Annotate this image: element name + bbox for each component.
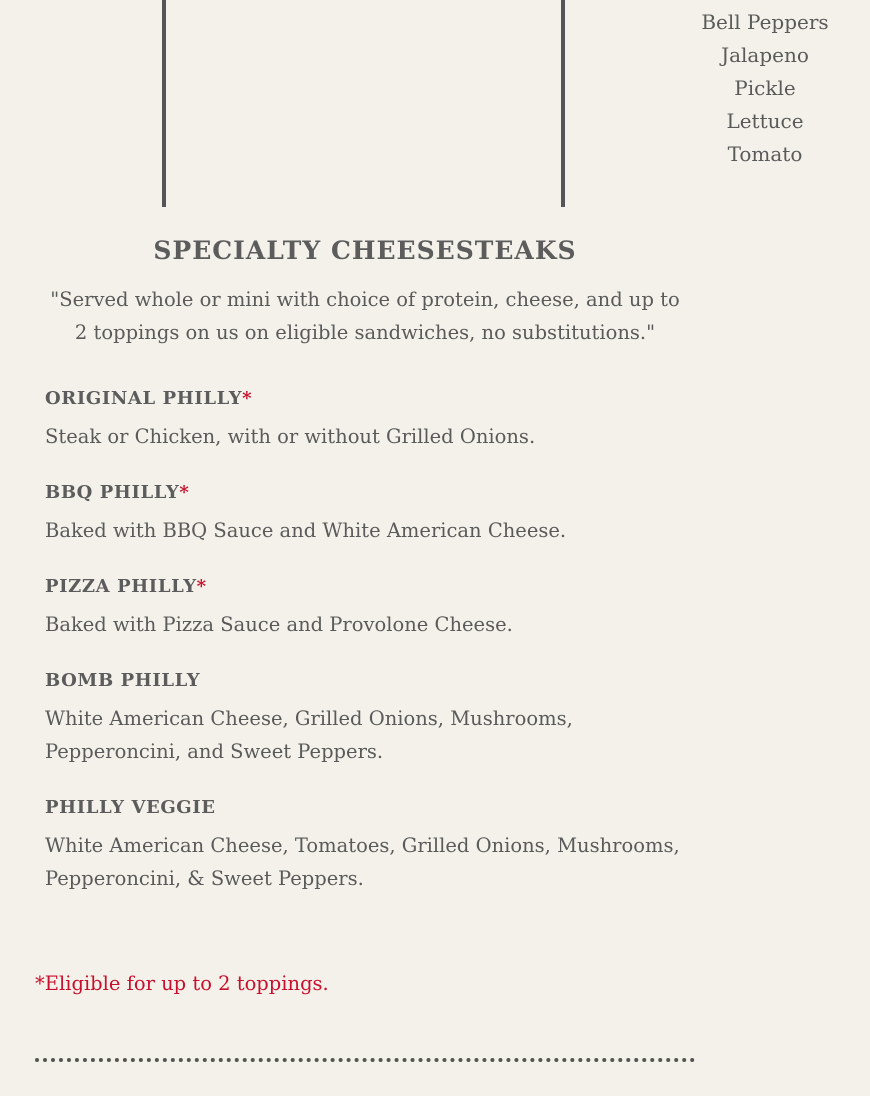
eligibility-marker: * (242, 388, 253, 409)
menu-item (45, 479, 695, 547)
toppings-list (690, 0, 840, 171)
eligibility-marker: * (179, 482, 190, 503)
dotted-divider (35, 1058, 695, 1062)
eligibility-marker: * (196, 576, 207, 597)
item-name: BBQ PHILLY* (45, 482, 190, 503)
item-description: White American Cheese, Grilled Onions, Mushrooms, Pepperoncini, and Sweet Peppers. (45, 707, 573, 763)
menu-item (45, 667, 695, 768)
item-description: Baked with Pizza Sauce and Provolone Cheese. (45, 613, 513, 636)
section-title: SPECIALTY CHEESESTEAKS (153, 236, 577, 265)
menu-item (45, 573, 695, 641)
eligibility-footnote: *Eligible for up to 2 toppings. (35, 972, 329, 995)
item-description: White American Cheese, Tomatoes, Grilled Onions, Mushrooms, Pepperoncini, & Sweet Peppers. (45, 834, 680, 890)
topping-item: Lettuce (726, 109, 804, 133)
topping-item: Tomato (727, 142, 803, 166)
item-description: Steak or Chicken, with or without Grilled Onions. (45, 425, 536, 448)
topping-item: Bell Peppers (701, 10, 829, 34)
topping-item: Jalapeno (721, 43, 809, 67)
frame-divider-left (162, 0, 166, 207)
topping-item: Pickle (734, 76, 796, 100)
item-name: PIZZA PHILLY* (45, 576, 207, 597)
menu-item (45, 794, 695, 895)
menu-items (45, 385, 695, 921)
item-name: BOMB PHILLY (45, 670, 201, 691)
section-note: "Served whole or mini with choice of protein, cheese, and up to 2 toppings on us on eligible sandwiches, no substitutions." (50, 288, 680, 344)
item-name: ORIGINAL PHILLY* (45, 388, 253, 409)
item-description: Baked with BBQ Sauce and White American Cheese. (45, 519, 567, 542)
item-name: PHILLY VEGGIE (45, 797, 216, 818)
menu-item (45, 385, 695, 453)
frame-divider-right (561, 0, 565, 207)
